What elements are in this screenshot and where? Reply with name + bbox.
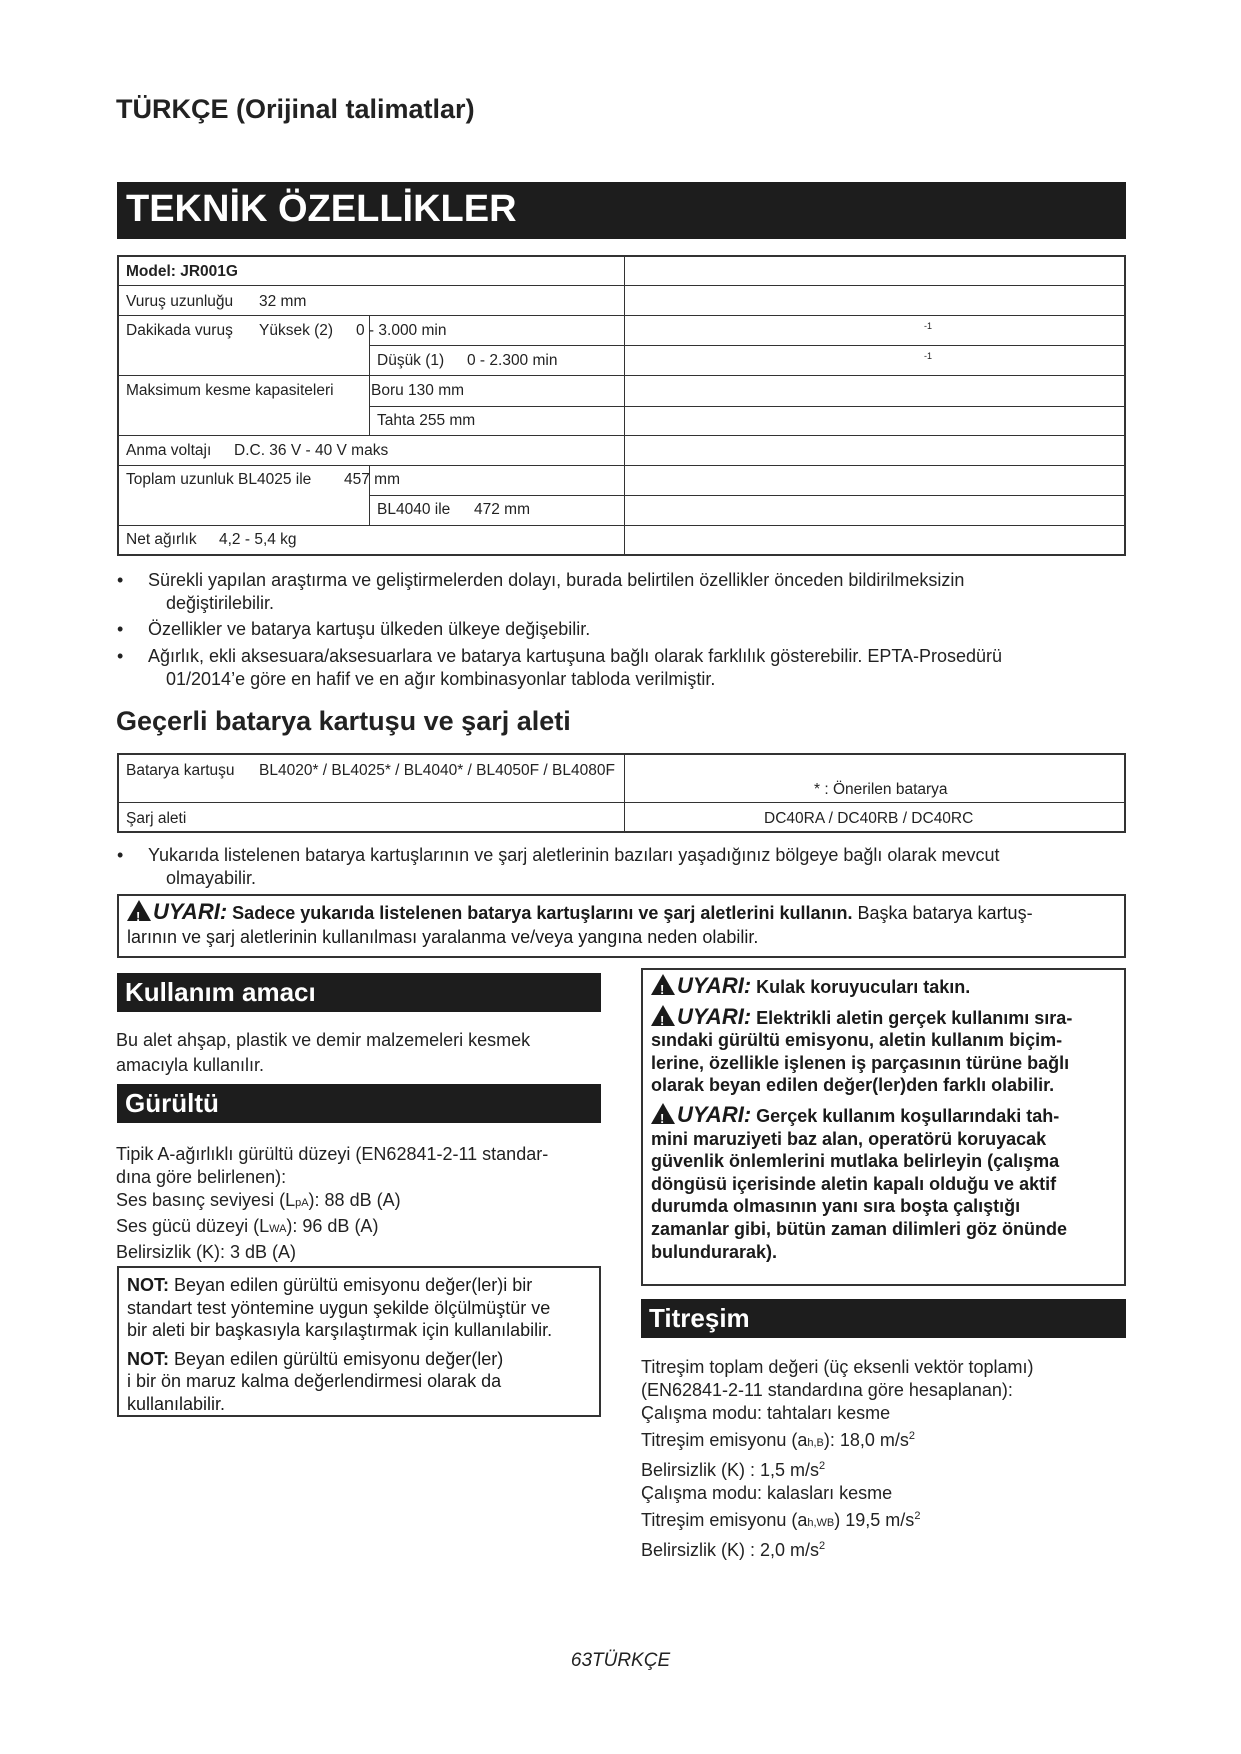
noise-warnings-box [641, 968, 1126, 1286]
subscript: WA [269, 1223, 287, 1235]
bullet-dot: • [117, 619, 124, 639]
noise-uncertainty: Belirsizlik (K): 3 dB (A) [116, 1242, 297, 1262]
warning-icon [127, 900, 151, 921]
warning-icon [651, 974, 675, 995]
vibration-emission [641, 1505, 1126, 1535]
vibration-uncertainty [641, 1535, 1126, 1562]
sound-pressure [116, 1189, 601, 1215]
language-title: TÜRKÇE (Orijinal talimatlar) [116, 94, 475, 124]
noise-line: dına göre belirlenen): [116, 1167, 287, 1187]
warning-text: bulundurarak). [651, 1241, 778, 1262]
noise-note-box [117, 1266, 601, 1417]
cutting-label: Maksimum kesme kapasiteleri [126, 382, 334, 399]
battery-note-text: Yukarıda listelenen batarya kartuşlarının ve şarj aletlerinin bazıları yaşadığınız bölgeye bağlı olarak mevcut [148, 845, 1000, 865]
spm-label: Dakikada vuruş [126, 322, 233, 339]
subscript: h,B [807, 1437, 824, 1449]
emission-value: ) 19,5 m/s [834, 1510, 915, 1530]
superscript: 2 [908, 1430, 916, 1442]
warning-text: sındaki gürültü emisyonu, aletin kullanım biçim- [651, 1030, 1063, 1051]
vibration-line: (EN62841-2-11 standardına göre hesaplanan): [641, 1380, 1013, 1400]
note-text: Beyan edilen gürültü emisyonu değer(ler)i bir [174, 1275, 533, 1295]
unit-exponent: -1 [924, 321, 933, 331]
sound-pressure-label: Ses basınç seviyesi (L [116, 1190, 296, 1210]
noise-line: Tipik A-ağırlıklı gürültü düzeyi (EN62841-2-11 standar- [116, 1144, 549, 1164]
battery-warning [117, 894, 1126, 958]
warning-text: olarak beyan edilen değer(ler)den farklı olabilir. [651, 1075, 1055, 1096]
spm-high-label: Yüksek (2) [259, 322, 334, 339]
vibration-mode: Çalışma modu: kalasları kesme [641, 1483, 893, 1503]
warning-word: UYARI: [677, 1003, 752, 1029]
model-label: Model: JR001G [126, 263, 238, 280]
noise-text [116, 1143, 601, 1264]
superscript: 2 [819, 1460, 826, 1472]
length-value-2: 472 mm [474, 501, 530, 518]
emission-label: Titreşim emisyonu (a [641, 1510, 808, 1530]
voltage-label: Anma voltajı [126, 442, 212, 459]
weight-value: 4,2 - 5,4 kg [219, 531, 297, 548]
spm-low-label: Düşük (1) [377, 352, 445, 369]
subscript: pA [295, 1197, 309, 1209]
sound-pressure-value: ): 88 dB (A) [308, 1190, 401, 1210]
vibration-mode: Çalışma modu: tahtaları kesme [641, 1403, 891, 1423]
stroke-value: 32 mm [259, 293, 307, 310]
spec-note-text: Özellikler ve batarya kartuşu ülkeden ülkeye değişebilir. [148, 619, 591, 639]
warning-icon [651, 1005, 675, 1026]
length-label-2: BL4040 ile [377, 501, 451, 518]
note-text: kullanılabilir. [127, 1393, 226, 1414]
warning-word: UYARI: [153, 899, 228, 924]
vibration-line: Titreşim toplam değeri (üç eksenli vektör toplamı) [641, 1357, 1034, 1377]
warning-text: durumda olmasının yanı sıra boşta çalıştığı [651, 1196, 1021, 1217]
usage-heading: Kullanım amacı [117, 973, 601, 1012]
warning-text: Gerçek kullanım koşullarındaki tah- [756, 1105, 1060, 1126]
page-footer: 63TÜRKÇE [570, 1650, 671, 1671]
uncertainty-value: Belirsizlik (K) : 2,0 m/s [641, 1540, 820, 1560]
voltage-value: D.C. 36 V - 40 V maks [234, 442, 389, 459]
table-rule [119, 802, 1124, 803]
note-text: Beyan edilen gürültü emisyonu değer(ler) [174, 1348, 504, 1369]
sound-power [116, 1215, 601, 1241]
spm-low-value: 0 - 2.300 min [467, 352, 558, 369]
table-rule [119, 525, 1124, 526]
warning-icon [651, 1103, 675, 1124]
usage-text [116, 1029, 601, 1077]
cutting-wood: Tahta 255 mm [377, 412, 476, 429]
note-label: NOT: [127, 1348, 169, 1369]
length-value-1: 457 mm [344, 471, 400, 488]
unit-exponent: -1 [924, 351, 933, 361]
battery-table [117, 753, 1126, 833]
recommended-note: * : Önerilen batarya [814, 781, 948, 798]
warning-word: UYARI: [677, 973, 752, 998]
vibration-heading: Titreşim [641, 1299, 1126, 1338]
spec-note-text: değiştirilebilir. [166, 593, 275, 613]
spm-high-value: 0 - 3.000 min [356, 322, 447, 339]
vibration-emission [641, 1425, 1126, 1455]
warning-bold-text: Sadece yukarıda listelenen batarya kartuşlarını ve şarj aletlerini kullanın. [232, 903, 853, 923]
note-text: bir aleti bir başkasıyla karşılaştırmak için kullanılabilir. [127, 1320, 553, 1340]
table-rule [119, 315, 1124, 316]
length-label: Toplam uzunluk BL4025 ile [126, 471, 312, 488]
superscript: 2 [914, 1510, 921, 1522]
warning-text: Başka batarya kartuş- [857, 903, 1033, 923]
spec-note-text: Sürekli yapılan araştırma ve geliştirmelerden dolayı, burada belirtilen özellikler önceden bildirilmeksizin [148, 570, 965, 590]
warning-text: larının ve şarj aletlerinin kullanılması yaralanma ve/veya yangına neden olabilir. [127, 927, 759, 947]
spec-note-text: Ağırlık, ekli aksesuara/aksesuarlara ve batarya kartuşuna bağlı olarak farklılık gösterebilir. EPTA-Prosedürü [148, 646, 1003, 666]
charger-value: DC40RA / DC40RB / DC40RC [764, 810, 974, 827]
cartridge-label: Batarya kartuşu [126, 762, 235, 779]
weight-label: Net ağırlık [126, 531, 197, 548]
uncertainty-value: Belirsizlik (K) : 1,5 m/s [641, 1460, 820, 1480]
battery-note-text: olmayabilir. [166, 868, 257, 888]
specs-heading: TEKNİK ÖZELLİKLER [117, 182, 1126, 239]
vibration-uncertainty [641, 1455, 1126, 1482]
warning-text: mini maruziyeti baz alan, operatörü koruyacak [651, 1128, 1047, 1149]
warning-text: Kulak koruyucuları takın. [756, 977, 971, 997]
usage-line: Bu alet ahşap, plastik ve demir malzemeleri kesmek [116, 1030, 531, 1050]
table-rule [119, 435, 1124, 436]
battery-heading: Geçerli batarya kartuşu ve şarj aleti [116, 706, 571, 736]
table-rule [119, 465, 1124, 466]
table-rule [369, 375, 370, 435]
specs-table [117, 255, 1126, 556]
bullet-dot: • [117, 570, 124, 590]
warning-text: güvenlik önlemlerini mutlaka belirleyin (çalışma [651, 1151, 1060, 1172]
table-rule [369, 495, 1124, 496]
table-rule [119, 285, 1124, 286]
sound-power-value: ): 96 dB (A) [286, 1216, 379, 1236]
sound-power-label: Ses gücü düzeyi (L [116, 1216, 270, 1236]
table-rule [119, 375, 1124, 376]
emission-value: ): 18,0 m/s [823, 1430, 909, 1450]
warning-text: lerine, özellikle işlenen iş parçasının türüne bağlı [651, 1052, 1070, 1073]
table-rule [369, 406, 1124, 407]
warning-text: döngüsü içerisinde aletin kapalı olduğu ve aktif [651, 1173, 1057, 1194]
note-text: standart test yöntemine uygun şekilde ölçülmüştür ve [127, 1297, 551, 1318]
vibration-text [641, 1356, 1126, 1562]
warning-text: zamanlar gibi, bütün zaman dilimleri göz önünde [651, 1218, 1068, 1239]
usage-line: amacıyla kullanılır. [116, 1055, 265, 1075]
stroke-label: Vuruş uzunluğu [126, 293, 234, 310]
cutting-pipe: Boru 130 mm [371, 382, 465, 399]
emission-label: Titreşim emisyonu (a [641, 1430, 808, 1450]
bullet-dot: • [117, 845, 124, 865]
note-label: NOT: [127, 1275, 169, 1295]
table-rule [369, 345, 1124, 346]
subscript: h,WB [807, 1517, 835, 1529]
noise-heading: Gürültü [117, 1084, 601, 1123]
cartridge-value: BL4020* / BL4025* / BL4040* / BL4050F / BL4080F [259, 762, 615, 779]
superscript: 2 [819, 1540, 826, 1552]
spec-note-text: 01/2014’e göre en hafif ve en ağır kombinasyonlar tabloda verilmiştir. [166, 669, 716, 689]
warning-word: UYARI: [677, 1101, 752, 1127]
charger-label: Şarj aleti [126, 810, 187, 827]
warning-text: Elektrikli aletin gerçek kullanımı sıra- [756, 1007, 1073, 1028]
note-text: i bir ön maruz kalma değerlendirmesi olarak da [127, 1371, 502, 1391]
table-divider [624, 755, 625, 831]
bullet-dot: • [117, 646, 124, 666]
